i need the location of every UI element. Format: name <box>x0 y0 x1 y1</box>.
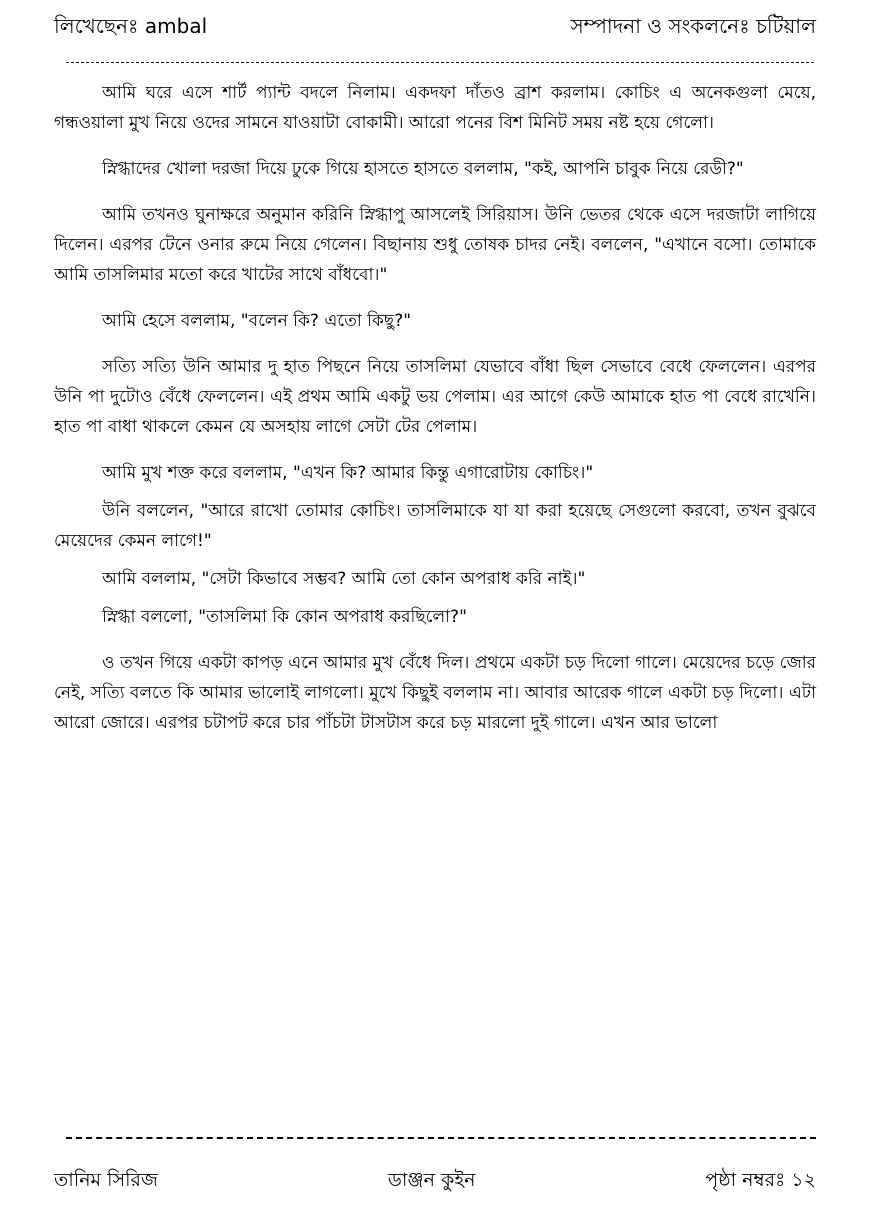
editor-label: সম্পাদনা ও সংকলনেঃ চটিয়াল <box>570 14 816 38</box>
page-header <box>54 12 816 42</box>
page-number: পৃষ্ঠা নম্বরঃ ১২ <box>705 1169 816 1191</box>
paragraph: স্নিগ্ধাদের খোলা দরজা দিয়ে ঢুকে গিয়ে হাসতে হাসতে বললাম, "কই, আপনি চাবুক নিয়ে রেডী?" <box>102 159 744 179</box>
series-label: তানিম সিরিজ <box>54 1169 159 1191</box>
paragraph: আমি মুখ শক্ত করে বললাম, "এখন কি? আমার কিন্তু এগারোটায় কোচিং।" <box>102 463 594 483</box>
paragraph: আমি তখনও ঘুনাক্ষরে অনুমান করিনি স্নিগ্ধাপু আসলেই সিরিয়াস। উনি ভেতর থেকে এসে দরজাটা লাগিয়ে দিলেন। এরপর টেনে ওনার রুমে নিয়ে গেলেন। বিছানায় শুধু তোষক চাদর নেই। বললেন, "এখানে বসো। তোমাকে আমি তাসলিমার মতো করে খাটের সাথে বাঁধবো।" <box>54 205 816 285</box>
paragraph: স্নিগ্ধা বললো, "তাসলিমা কি কোন অপরাধ করছিলো?" <box>102 607 467 627</box>
author-label: লিখেছেনঃ ambal <box>54 14 208 38</box>
paragraph: আমি ঘরে এসে শার্ট প্যান্ট বদলে নিলাম। একদফা দাঁতও ব্রাশ করলাম। কোচিং এ অনেকগুলা মেয়ে, গন্ধওয়ালা মুখ নিয়ে ওদের সামনে যাওয়াটা বোকামী। আরো পনের বিশ মিনিট সময় নষ্ট হয়ে গেলো। <box>54 83 816 133</box>
paragraph: আমি বললাম, "সেটা কিভাবে সম্ভব? আমি তো কোন অপরাধ করি নাই।" <box>102 569 586 589</box>
paragraph: আমি হেসে বললাম, "বলেন কি? এতো কিছু?" <box>102 311 412 331</box>
paragraph: উনি বললেন, "আরে রাখো তোমার কোচিং। তাসলিমাকে যা যা করা হয়েছে সেগুলো করবো, তখন বুঝবে মেয়েদের কেমন লাগে!" <box>54 501 816 551</box>
paragraph: সত্যি সত্যি উনি আমার দু হাত পিছনে নিয়ে তাসলিমা যেভাবে বাঁধা ছিল সেভাবে বেধে ফেললেন। এরপর উনি পা দুটোও বেঁধে ফেললেন। এই প্রথম আমি একটু ভয় পেলাম। এর আগে কেউ আমাকে হাত পা বেধে রাখেনি। হাত পা বাধা থাকলে কেমন যে অসহায় লাগে সেটা টের পেলাম। <box>54 357 816 437</box>
story-title: ডাঞ্জন কুইন <box>387 1169 476 1191</box>
document-body <box>54 78 816 754</box>
header-divider <box>66 62 814 63</box>
page-footer <box>54 1166 816 1198</box>
footer-divider <box>66 1137 816 1139</box>
paragraph: ও তখন গিয়ে একটা কাপড় এনে আমার মুখ বেঁধে দিল। প্রথমে একটা চড় দিলো গালে। মেয়েদের চড়ে জোর নেই, সত্যি বলতে কি আমার ভালোই লাগলো। মুখে কিছুই বললাম না। আবার আরেক গালে একটা চড় দিলো। এটা আরো জোরে। এরপর চটাপট করে চার পাঁচটা টাসটাস করে চড় মারলো দুই গালে। এখন আর ভালো <box>54 653 816 733</box>
